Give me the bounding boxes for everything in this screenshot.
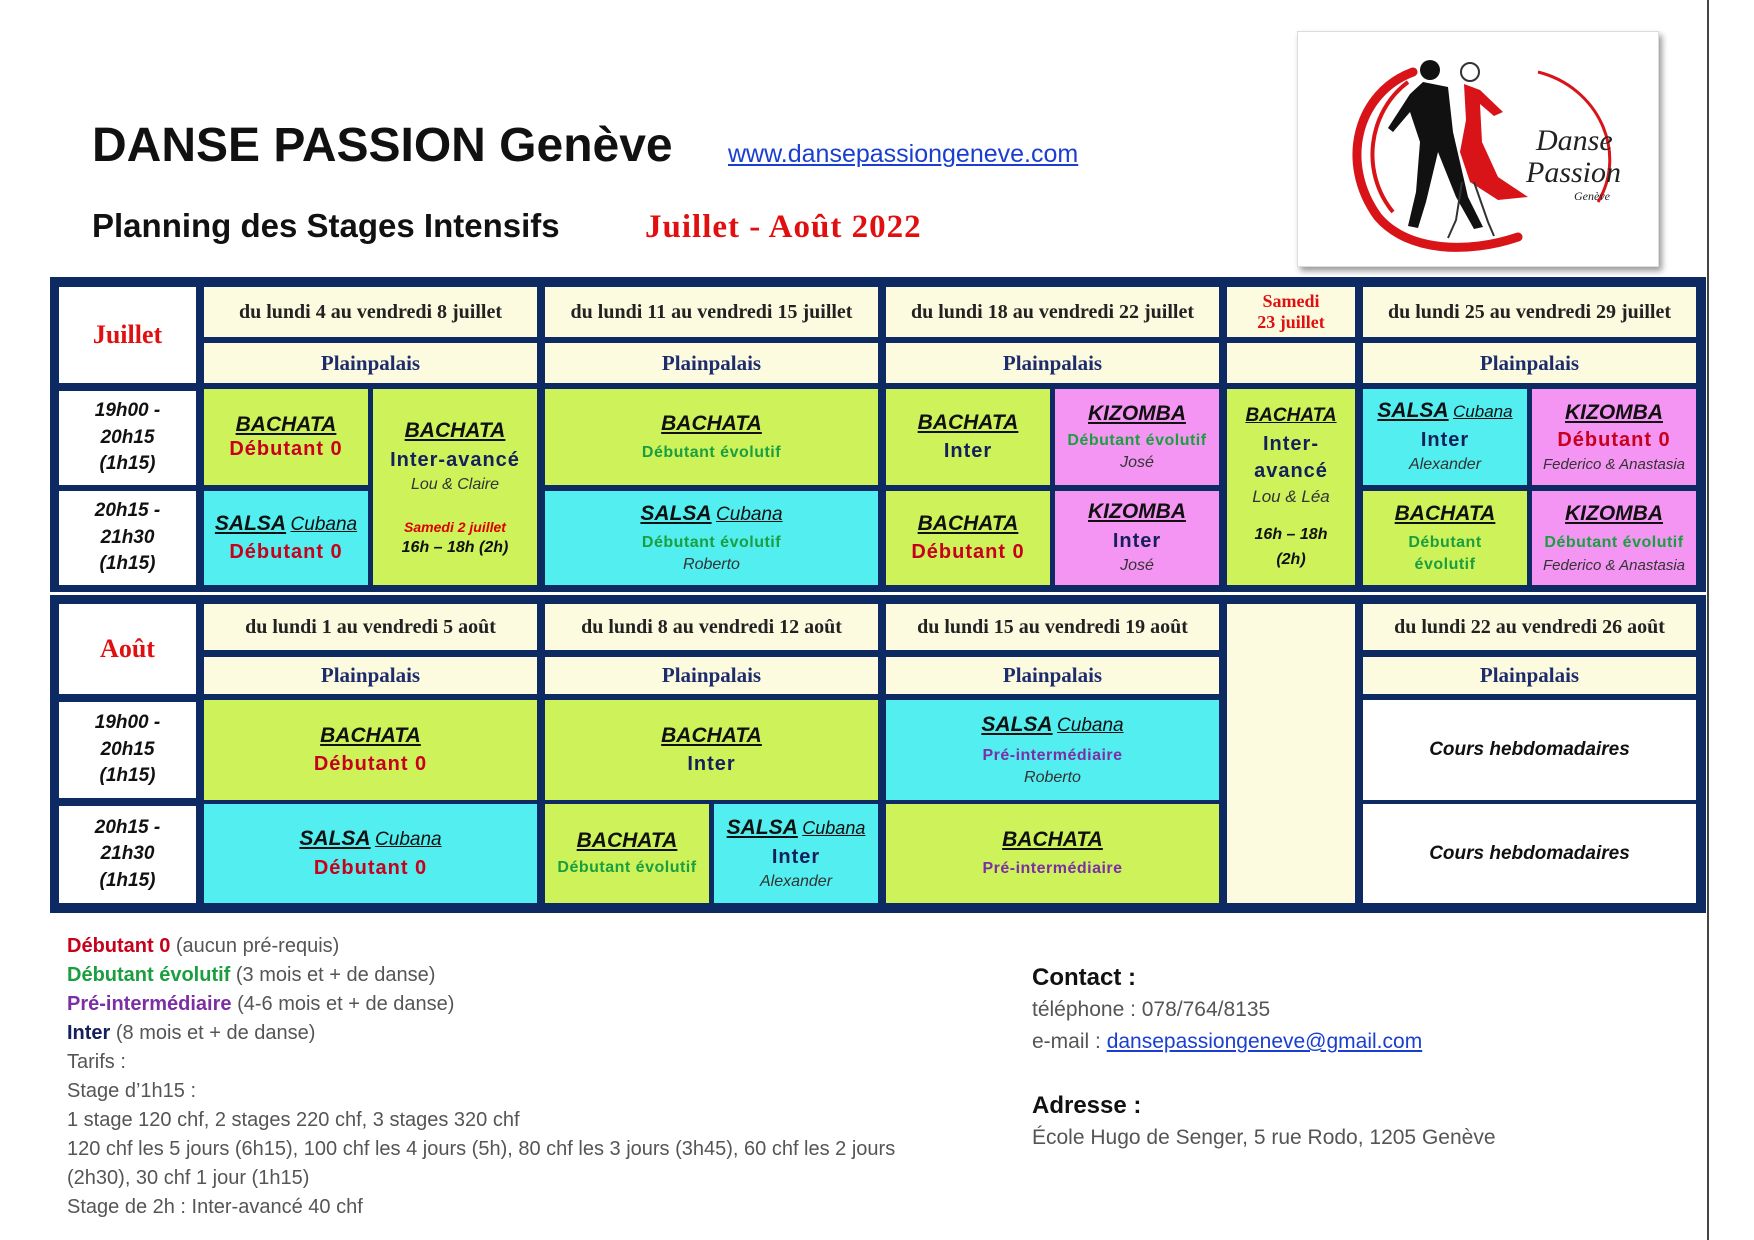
week-header: du lundi 4 au vendredi 8 juillet bbox=[204, 287, 537, 337]
legend-item bbox=[67, 932, 895, 961]
dance-name: SALSA bbox=[981, 712, 1053, 736]
period-label: Juillet - Août 2022 bbox=[645, 209, 922, 245]
teacher-name: Alexander bbox=[1408, 456, 1482, 474]
level-label: Débutant 0 bbox=[313, 752, 428, 775]
legend-level: Pré-intermédiaire bbox=[67, 993, 232, 1015]
week-header: du lundi 11 au vendredi 15 juillet bbox=[545, 287, 878, 337]
course-cell bbox=[1055, 491, 1219, 585]
saturday-date: 23 juillet bbox=[1257, 312, 1325, 332]
course-cell bbox=[373, 389, 537, 585]
level-label: Débutant 0 bbox=[1557, 428, 1671, 451]
course-cell bbox=[545, 700, 878, 800]
level-label: Pré-intermédiaire bbox=[982, 860, 1123, 878]
level-label: Débutant 0 bbox=[229, 437, 343, 460]
dance-subtype: Cubana bbox=[290, 514, 358, 536]
page-title: DANSE PASSION Genève bbox=[92, 119, 673, 172]
time-duration: (1h15) bbox=[99, 765, 156, 787]
dance-name: BACHATA bbox=[235, 413, 337, 437]
legend-item bbox=[67, 1019, 895, 1048]
dance-name: BACHATA bbox=[576, 829, 678, 853]
time-start: 20h15 - bbox=[94, 816, 161, 838]
dance-name: KIZOMBA bbox=[1565, 400, 1663, 424]
level-label: Débutant évolutif bbox=[641, 443, 782, 461]
page-edge-line bbox=[1707, 0, 1709, 1240]
time-duration: (1h15) bbox=[99, 453, 156, 475]
stage-prices: 1 stage 120 chf, 2 stages 220 chf, 3 stages 320 chf bbox=[67, 1109, 520, 1131]
place-label: Plainpalais bbox=[204, 657, 537, 694]
course-cell bbox=[1227, 389, 1355, 585]
dance-name: BACHATA bbox=[404, 419, 506, 442]
week-header: du lundi 8 au vendredi 12 août bbox=[545, 604, 878, 650]
teacher-name: Lou & Léa bbox=[1252, 486, 1330, 506]
time-end: 21h30 bbox=[100, 843, 155, 865]
place-label: Plainpalais bbox=[545, 657, 878, 694]
place-label: Plainpalais bbox=[1363, 657, 1696, 694]
course-cell bbox=[204, 700, 537, 800]
time-start: 20h15 - bbox=[94, 500, 161, 522]
dance-subtype: Cubana bbox=[716, 503, 783, 525]
daily-prices: 120 chf les 5 jours (6h15), 100 chf les 4 jours (5h), 80 chf les 3 jours (3h45), 60 chf les 2 jours bbox=[67, 1138, 896, 1160]
teacher-name: José bbox=[1120, 454, 1154, 472]
legend-item bbox=[67, 990, 895, 1019]
legend-level: Débutant évolutif bbox=[67, 964, 231, 986]
email-link[interactable]: dansepassiongeneve@gmail.com bbox=[1106, 1030, 1423, 1053]
place-label: Plainpalais bbox=[886, 657, 1219, 694]
dance-name: BACHATA bbox=[1245, 404, 1337, 426]
place-label: Plainpalais bbox=[545, 343, 878, 383]
time-duration: (1h15) bbox=[99, 553, 156, 575]
time-duration: (1h15) bbox=[99, 869, 156, 891]
teacher-name: José bbox=[1120, 557, 1154, 575]
contact-email-row bbox=[1032, 1026, 1496, 1058]
time-end: 21h30 bbox=[100, 526, 155, 548]
level-label: Inter bbox=[687, 752, 736, 775]
weekly-courses: Cours hebdomadaires bbox=[1363, 804, 1696, 903]
time-note: (2h) bbox=[1276, 550, 1306, 568]
teacher-name: Federico & Anastasia bbox=[1542, 556, 1686, 574]
teacher-name: Roberto bbox=[1024, 769, 1081, 787]
contact-block bbox=[1032, 962, 1496, 1154]
level-label: Pré-intermédiaire bbox=[982, 746, 1123, 764]
dance-name: BACHATA bbox=[1394, 501, 1496, 525]
tarifs-heading: Tarifs : bbox=[67, 1051, 126, 1073]
week-header: du lundi 1 au vendredi 5 août bbox=[204, 604, 537, 650]
dancers-logo-icon bbox=[1298, 32, 1658, 266]
dance-subtype: Cubana bbox=[375, 828, 442, 850]
website-link[interactable]: www.dansepassiongeneve.com bbox=[728, 140, 1079, 168]
dance-name: BACHATA bbox=[917, 512, 1019, 536]
dance-name: SALSA bbox=[299, 826, 371, 850]
place-empty bbox=[1227, 343, 1355, 383]
level-label: Inter- bbox=[1263, 432, 1319, 455]
course-cell bbox=[1532, 491, 1696, 585]
week-header: du lundi 22 au vendredi 26 août bbox=[1363, 604, 1696, 650]
course-cell bbox=[545, 804, 709, 903]
place-label: Plainpalais bbox=[1363, 343, 1696, 383]
dance-subtype: Cubana bbox=[1453, 402, 1513, 422]
daily-prices: (2h30), 30 chf 1 jour (1h15) bbox=[67, 1167, 310, 1189]
level-label: Débutant bbox=[1408, 533, 1482, 551]
teacher-name: Alexander bbox=[759, 872, 833, 890]
logo bbox=[1297, 31, 1659, 267]
saturday-label: Samedi bbox=[1262, 291, 1320, 312]
level-label: Inter-avancé bbox=[390, 449, 520, 472]
legend-desc: (aucun pré-requis) bbox=[170, 935, 340, 957]
place-label: Plainpalais bbox=[886, 343, 1219, 383]
level-label: Débutant évolutif bbox=[641, 533, 782, 551]
logo-text: Passion bbox=[1526, 156, 1622, 189]
logo-text: Danse bbox=[1536, 124, 1613, 157]
dance-name: KIZOMBA bbox=[1088, 500, 1186, 524]
time-slot bbox=[59, 491, 196, 585]
time-note: 16h – 18h (2h) bbox=[401, 538, 509, 556]
place-label: Plainpalais bbox=[204, 343, 537, 383]
email-label: e-mail : bbox=[1032, 1030, 1107, 1053]
schedule-grid bbox=[50, 277, 1706, 913]
contact-heading: Contact : bbox=[1032, 964, 1136, 991]
logo-text: Genève bbox=[1574, 189, 1610, 203]
time-end: 20h15 bbox=[100, 426, 155, 448]
legend-desc: (8 mois et + de danse) bbox=[110, 1022, 316, 1044]
course-cell bbox=[1363, 389, 1527, 485]
dance-name: KIZOMBA bbox=[1565, 502, 1663, 526]
time-slot bbox=[59, 806, 196, 903]
week-header: du lundi 15 au vendredi 19 août bbox=[886, 604, 1219, 650]
level-label: Inter bbox=[1112, 530, 1162, 553]
teacher-name: Lou & Claire bbox=[410, 476, 500, 494]
dance-name: BACHATA bbox=[320, 724, 421, 748]
time-start: 19h00 - bbox=[94, 712, 161, 734]
time-slot bbox=[59, 702, 196, 798]
teacher-name: Roberto bbox=[683, 556, 740, 574]
week-header: du lundi 25 au vendredi 29 juillet bbox=[1363, 287, 1696, 337]
level-label: Inter bbox=[943, 439, 993, 462]
address-heading: Adresse : bbox=[1032, 1092, 1142, 1119]
legend-desc: (4-6 mois et + de danse) bbox=[231, 993, 455, 1015]
level-label: Débutant 0 bbox=[229, 540, 343, 563]
level-label: Inter bbox=[1420, 429, 1470, 452]
level-label: Débutant 0 bbox=[313, 857, 428, 880]
legend bbox=[67, 932, 895, 1222]
course-cell bbox=[1363, 491, 1527, 585]
course-cell bbox=[204, 804, 537, 903]
course-cell bbox=[545, 389, 878, 485]
level-label: Inter bbox=[771, 845, 821, 868]
date-note: Samedi 2 juillet bbox=[404, 518, 506, 535]
address-text: École Hugo de Senger, 5 rue Rodo, 1205 Genève bbox=[1032, 1126, 1496, 1149]
legend-level: Débutant 0 bbox=[67, 935, 171, 957]
dance-subtype: Cubana bbox=[802, 817, 866, 838]
course-cell bbox=[204, 491, 368, 585]
weekly-courses: Cours hebdomadaires bbox=[1363, 700, 1696, 800]
course-cell bbox=[886, 804, 1219, 903]
dance-name: SALSA bbox=[640, 501, 712, 525]
dance-name: BACHATA bbox=[661, 411, 762, 435]
stage-2h-price: Stage de 2h : Inter-avancé 40 chf bbox=[67, 1196, 363, 1218]
course-cell bbox=[545, 491, 878, 585]
dance-subtype: Cubana bbox=[1057, 714, 1124, 736]
dance-name: KIZOMBA bbox=[1088, 401, 1186, 425]
course-cell bbox=[886, 389, 1050, 485]
stage-label: Stage d’1h15 : bbox=[67, 1080, 196, 1102]
dance-name: SALSA bbox=[214, 512, 287, 536]
month-july: Juillet bbox=[59, 287, 196, 383]
saturday-header bbox=[1227, 287, 1355, 337]
dance-name: SALSA bbox=[726, 815, 798, 839]
dance-name: SALSA bbox=[1377, 399, 1449, 423]
dance-name: BACHATA bbox=[1002, 828, 1103, 852]
time-end: 20h15 bbox=[100, 738, 155, 760]
dance-name: BACHATA bbox=[917, 411, 1019, 435]
week-header: du lundi 18 au vendredi 22 juillet bbox=[886, 287, 1219, 337]
contact-phone: téléphone : 078/764/8135 bbox=[1032, 998, 1271, 1021]
page-subtitle: Planning des Stages Intensifs bbox=[92, 207, 560, 244]
saturday-empty bbox=[1227, 604, 1355, 903]
course-cell bbox=[886, 700, 1219, 800]
month-separator bbox=[50, 592, 1706, 595]
level-label: Débutant évolutif bbox=[557, 859, 697, 877]
time-slot bbox=[59, 391, 196, 485]
course-cell bbox=[714, 804, 878, 903]
level-label: avancé bbox=[1254, 459, 1328, 482]
course-cell bbox=[886, 491, 1050, 585]
course-cell bbox=[204, 389, 368, 485]
dance-name: BACHATA bbox=[661, 724, 762, 748]
level-label: évolutif bbox=[1414, 556, 1476, 574]
time-start: 19h00 - bbox=[94, 400, 161, 422]
time-note: 16h – 18h bbox=[1254, 526, 1328, 544]
course-cell bbox=[1532, 389, 1696, 485]
course-cell bbox=[1055, 389, 1219, 485]
level-label: Débutant 0 bbox=[911, 540, 1025, 563]
legend-level: Inter bbox=[67, 1022, 111, 1044]
level-label: Débutant évolutif bbox=[1544, 534, 1684, 552]
legend-item bbox=[67, 961, 895, 990]
level-label: Débutant évolutif bbox=[1067, 431, 1207, 449]
teacher-name: Federico & Anastasia bbox=[1542, 455, 1686, 473]
legend-desc: (3 mois et + de danse) bbox=[230, 964, 436, 986]
month-august: Août bbox=[59, 604, 196, 694]
